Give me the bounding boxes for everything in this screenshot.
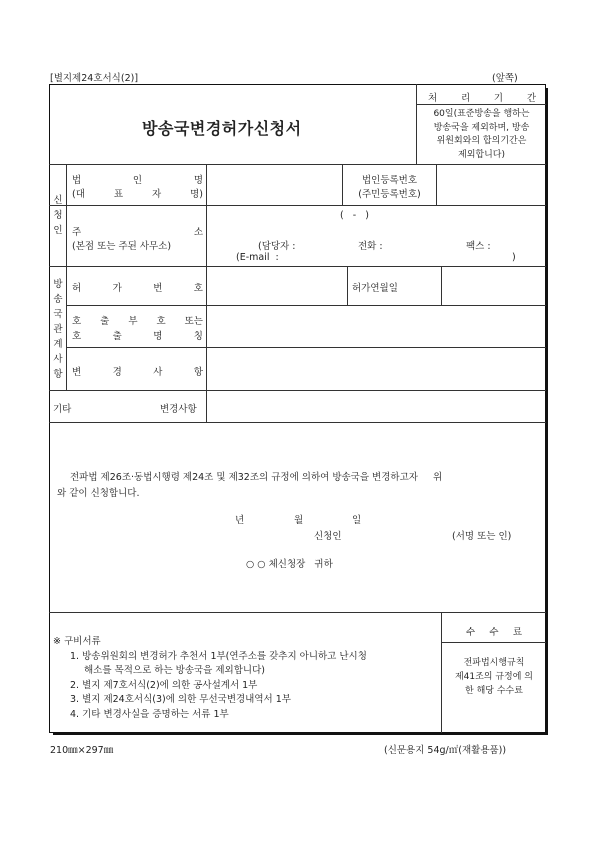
required-doc-item: 1. 방송위원회의 변경허가 추천서 1부(연주소를 갖추지 아니하고 난시청 <box>70 651 367 662</box>
resident-reg-number-label: (주민등록번호) <box>358 189 421 200</box>
fee-header-line <box>441 642 546 643</box>
required-doc-item: 해소를 목적으로 하는 방송국을 제외합니다) <box>84 665 265 676</box>
representative-name-label: (대 표 자 명) <box>72 189 203 200</box>
statement-line-2: 와 같이 신청합니다. <box>57 488 140 499</box>
col-line <box>206 164 207 422</box>
address-label: 주 소 <box>72 227 203 238</box>
signature-or-seal: (서명 또는 인) <box>452 531 512 542</box>
required-doc-item: 2. 별지 제7호서식(2)에 의한 공사설계서 1부 <box>70 680 258 691</box>
license-number-label: 허 가 번 호 <box>72 283 203 294</box>
call-sign-label: 호 출 부 호 또는 <box>72 316 203 327</box>
fax-label: 팩스 : <box>466 241 491 252</box>
processing-period: 60일(표준방송을 행하는 방송국을 제외하며, 방송 위원회와의 합의기간은 제외합니다) <box>433 109 530 160</box>
addressee: ○ ○ 체신청장 귀하 <box>246 559 333 570</box>
required-doc-item: 4. 기타 변경사실을 증명하는 서류 1부 <box>70 709 229 720</box>
processing-header: 처 리 기 간 <box>428 93 536 104</box>
phone-parentheses: ( - ) <box>340 210 369 221</box>
row-line <box>49 422 546 423</box>
form-number: [별지제24호서식(2)] <box>50 73 139 84</box>
required-docs-heading: ※ 구비서류 <box>53 636 101 647</box>
corp-name-label: 법 인 명 <box>72 175 203 186</box>
paper-size: 210㎜×297㎜ <box>50 745 114 756</box>
applicant-signature-label: 신청인 <box>314 531 342 542</box>
phone-label: 전화 : <box>358 241 383 252</box>
row-line <box>49 612 546 613</box>
form-title: 방송국변경허가신청서 <box>142 119 302 138</box>
required-doc-item: 3. 별지 제24호서식(3)에 의한 무선국변경내역서 1부 <box>70 694 291 705</box>
corp-reg-number-label: 법인등록번호 <box>361 175 418 186</box>
frame-shadow-bottom <box>53 733 548 735</box>
page-side-label: (앞쪽) <box>492 73 518 84</box>
email-label: (E-mail : <box>236 252 279 263</box>
col-line <box>436 164 437 205</box>
col-line <box>347 266 348 305</box>
change-items-label: 변 경 사 항 <box>72 367 203 378</box>
col-line <box>441 266 442 305</box>
applicant-section-label: 신 청 인 <box>53 195 63 236</box>
fee-description: 전파법시행규칙 제41조의 규정에 의 한 해당 수수료 <box>454 658 534 696</box>
address-sublabel: (본점 또는 주된 사무소) <box>72 241 172 252</box>
email-close: ) <box>512 252 516 263</box>
station-section-label: 방 송 국 관 계 사 항 <box>53 279 63 380</box>
date-year: 년 <box>235 515 245 526</box>
fee-header: 수 수 료 <box>466 627 522 638</box>
statement-line-1: 전파법 제26조·동법시행령 제24조 및 제32조의 규정에 의하여 방송국을 변경하고자 위 <box>70 472 443 483</box>
call-name-label: 호 출 명 칭 <box>72 331 203 342</box>
date-month: 월 <box>294 515 304 526</box>
other-label: 기타 <box>53 404 72 415</box>
processing-header-line <box>416 104 546 105</box>
frame-shadow-right <box>546 88 548 735</box>
row-line <box>49 390 546 391</box>
col-line <box>66 164 67 390</box>
other-changes-label: 변경사항 <box>160 404 197 415</box>
row-line <box>66 305 546 306</box>
row-line <box>49 164 546 165</box>
row-line <box>49 205 546 206</box>
contact-person-label: (담당자 : <box>258 241 296 252</box>
date-day: 일 <box>352 515 362 526</box>
row-line <box>66 347 546 348</box>
license-date-label: 허가연월일 <box>352 283 398 294</box>
paper-type: (신문용지 54g/㎡(재활용품)) <box>384 745 507 756</box>
row-line <box>49 266 546 267</box>
